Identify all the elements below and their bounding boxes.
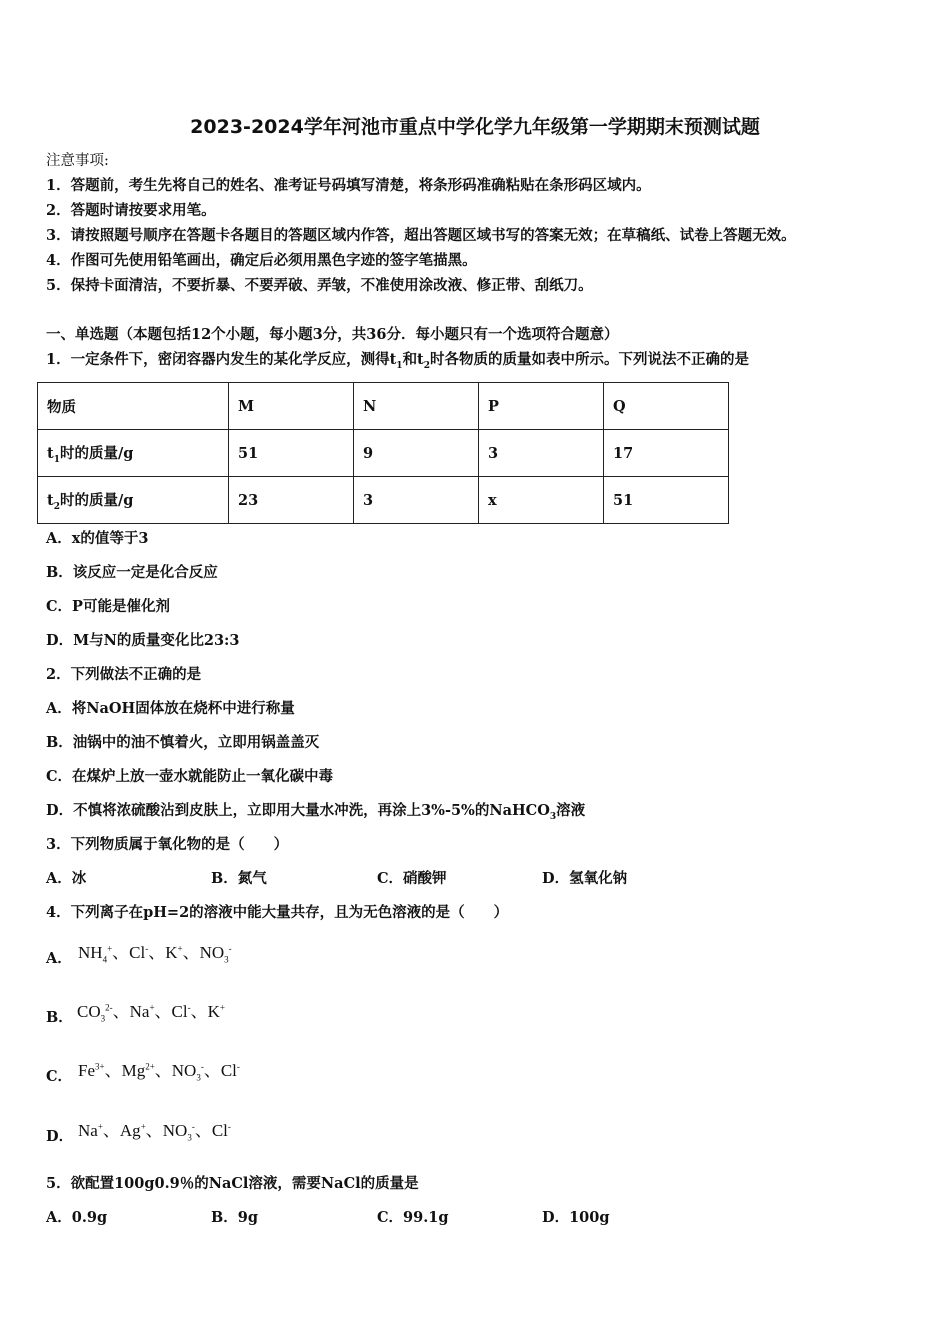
q1-option-b: B．该反应一定是化合反应	[46, 564, 218, 581]
table-row-label: $t_1$时的质量/g	[38, 430, 229, 477]
q4-stem: 4．下列离子在pH=2的溶液中能大量共存，且为无色溶液的是（ ）	[46, 904, 509, 921]
exam-title: 2023-2024学年河池市重点中学化学九年级第一学期期末预测试题	[190, 116, 760, 138]
notice-item-2: 2．答题时请按要求用笔。	[46, 202, 216, 219]
table-row	[38, 430, 729, 477]
q5-option-b: B．9g	[211, 1209, 258, 1226]
notice-item-4: 4．作图可先使用铅笔画出，确定后必须用黑色字迹的签字笔描黑。	[46, 252, 477, 269]
table-header-cell: 物质	[38, 383, 229, 430]
table-header-cell: P	[479, 383, 604, 430]
q5-option-a: A．0.9g	[46, 1209, 108, 1226]
q2-stem: 2．下列做法不正确的是	[46, 666, 202, 683]
q1-option-d: D．M与N的质量变化比23:3	[46, 632, 240, 649]
table-cell: 51	[229, 430, 354, 477]
q1-mass-table	[37, 382, 729, 524]
q5-option-d: D．100g	[542, 1209, 610, 1226]
q4-option-c-label: C．	[46, 1068, 73, 1085]
section-heading: 一、单选题（本题包括12个小题，每小题3分，共36分．每小题只有一个选项符合题意）	[46, 326, 619, 343]
table-row	[38, 477, 729, 524]
table-cell: 17	[604, 430, 729, 477]
table-header-cell: M	[229, 383, 354, 430]
q1-option-c: C．P可能是催化剂	[46, 598, 170, 615]
q3-option-a: A．冰	[46, 870, 87, 887]
table-cell: 23	[229, 477, 354, 524]
q2-option-a: A．将NaOH固体放在烧杯中进行称量	[46, 700, 295, 717]
q4-option-d-label: D．	[46, 1128, 74, 1145]
q1-stem: 1．一定条件下，密闭容器内发生的某化学反应，测得$t_1$和$t_2$时各物质的质量如表中所示。下列说法不正确的是	[46, 351, 750, 371]
table-cell: x	[479, 477, 604, 524]
table-header-row	[38, 383, 729, 430]
q3-option-c: C．硝酸钾	[377, 870, 447, 887]
notice-item-3: 3．请按照题号顺序在答题卡各题目的答题区域内作答，超出答题区域书写的答案无效；在草稿纸、试卷上答题无效。	[46, 227, 796, 244]
q3-stem: 3．下列物质属于氧化物的是（ ）	[46, 836, 289, 853]
q5-stem: 5．欲配置100g0.9％的NaCl溶液，需要NaCl的质量是	[46, 1175, 419, 1192]
q4-option-a-label: A．	[46, 950, 72, 967]
notice-heading: 注意事项:	[46, 153, 109, 169]
q4-option-c-ions: $Fe^{3+}$、$Mg^{2+}$、$NO_3^-$、Cl-	[78, 1061, 240, 1083]
table-cell: 9	[354, 430, 479, 477]
q3-option-b: B．氮气	[211, 870, 267, 887]
q4-option-d-ions: Na+、Ag+、$NO_3^-$、Cl-	[78, 1121, 231, 1143]
q4-option-a-ions: $NH_4^+$、Cl-、K+、$NO_3^-$	[78, 943, 232, 965]
table-header-cell: Q	[604, 383, 729, 430]
q3-option-d: D．氢氧化钠	[542, 870, 628, 887]
notice-item-5: 5．保持卡面清洁，不要折暴、不要弄破、弄皱，不准使用涂改液、修正带、刮纸刀。	[46, 277, 593, 294]
q2-option-b: B．油锅中的油不慎着火，立即用锅盖盖灭	[46, 734, 320, 751]
q1-option-a: A．x的值等于3	[46, 530, 149, 547]
table-cell: 51	[604, 477, 729, 524]
notice-item-1: 1．答题前，考生先将自己的姓名、准考证号码填写清楚，将条形码准确粘贴在条形码区域内。	[46, 177, 651, 194]
table-cell: 3	[479, 430, 604, 477]
table-header-cell: N	[354, 383, 479, 430]
q4-option-b-ions: $CO_3^{2-}$、Na+、Cl-、K+	[77, 1002, 225, 1024]
table-cell: 3	[354, 477, 479, 524]
table-row-label: $t_2$时的质量/g	[38, 477, 229, 524]
q2-option-d: D．不慎将浓硫酸沾到皮肤上，立即用大量水冲洗，再涂上3%-5%的NaHCO$_3$溶液	[46, 802, 586, 822]
q2-option-c: C．在煤炉上放一壶水就能防止一氧化碳中毒	[46, 768, 334, 785]
q5-option-c: C．99.1g	[377, 1209, 449, 1226]
q4-option-b-label: B．	[46, 1009, 73, 1026]
